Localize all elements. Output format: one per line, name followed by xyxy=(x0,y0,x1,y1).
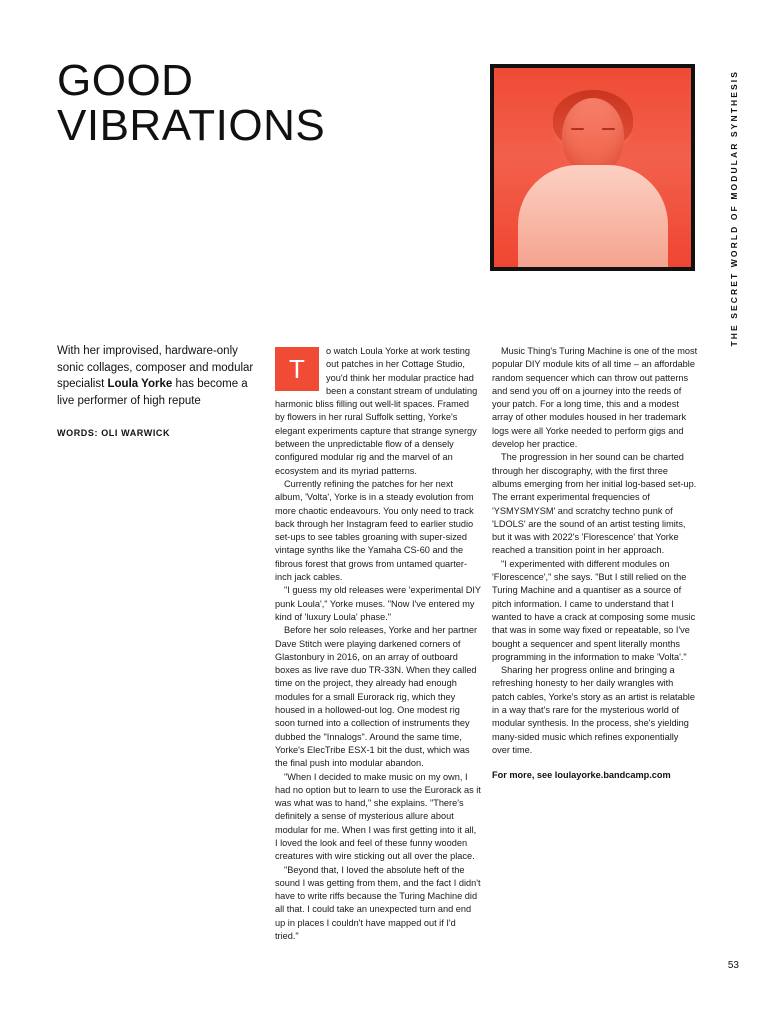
section-running-head: THE SECRET WORLD OF MODULAR SYNTHESIS xyxy=(729,70,739,347)
portrait-eye-left xyxy=(571,128,584,130)
paragraph: "Beyond that, I loved the absolute heft of the sound I was getting from them, and the fact I didn't have to write riffs because the Turing Machine did all that. I could take an unexpected turn and end up in places I couldn't have mapped out if I'd tried." xyxy=(275,864,481,942)
title-line-1: GOOD xyxy=(57,56,194,105)
portrait-body xyxy=(518,165,668,271)
byline: WORDS: OLI WARWICK xyxy=(57,428,171,438)
standfirst-artist-name: Loula Yorke xyxy=(107,378,173,390)
portrait-head xyxy=(562,98,624,174)
page-number: 53 xyxy=(727,960,739,971)
paragraph: Sharing her progress online and bringing a refreshing honesty to her daily wrangles with patch cables, Yorke's story as an artist is relatable in a way that's rare for the mysterious world of modular synthesis. In the process, she's yielding many-sided music which refines exponentially over time. xyxy=(492,665,695,755)
standfirst-post: has become a live performer of high repute xyxy=(57,378,248,407)
drop-cap: T xyxy=(275,347,319,391)
portrait-eye-right xyxy=(602,128,615,130)
standfirst-pre: With her improvised, hardware-only sonic collages, composer and modular specialist xyxy=(57,345,254,390)
body-column-middle xyxy=(275,345,481,943)
paragraph: "I guess my old releases were 'experimental DIY punk Loula'," Yorke muses. "Now I've entered my kind of 'luxury Loula' phase." xyxy=(275,585,481,622)
paragraph: "I experimented with different modules on 'Florescence'," she says. "But I still relied on the Turing Machine and a quantiser as a source of pitch information. I came to understand that I wanted to have a crack at composing some music that was in some way fixed or repeatable, so I've bought a sequencer and spent literally months programming in the information to make 'Volta'." xyxy=(492,558,696,662)
title-line-2: VIBRATIONS xyxy=(57,101,326,150)
page-title xyxy=(57,58,477,148)
artist-portrait xyxy=(490,64,695,271)
paragraph: "When I decided to make music on my own, I had no option but to learn to use the Eurorack as it was what was to hand," she explains. "There's definitely a sense of mysterious allure about modular for me. When I was first getting into it all, I loved the look and feel of these funny wooden creatures with wire sticking out all over the place. xyxy=(275,771,481,862)
paragraph: o watch Loula Yorke at work testing out patches in her Cottage Studio, you'd think her modular practice had been a constant stream of undulating harmonic bliss filling out well-lit spaces. Framed by flowers in her rural Suffolk setting, Yorke's elegant experiments capture that strange synergy between the unpredictable flow of a densely configured modular rig and the marvel of an ecosystem and its myriad patterns. xyxy=(275,346,478,476)
body-column-right xyxy=(492,345,698,783)
paragraph: The progression in her sound can be charted through her discography, with the first three albums emerging from her initial log-based set-up. The errant experimental frequencies of 'YSMYSMYSM' and scratchy techno punk of 'LDOLS' are the sound of an artist testing limits, but it was with 2022's 'Florescence' that Yorke reached a transition point in her approach. xyxy=(492,452,697,556)
paragraph: Before her solo releases, Yorke and her partner Dave Stitch were playing darkened corners of Glastonbury in 2016, on an array of outboard boxes as live rave duo TR-33N. When they called time on the project, they already had enough modules for a small Eurorack rig, which they housed in a hollowed-out log. One modest rig soon turned into a collection of instruments they dubbed the "Innalogs". Around the same time, Yorke's ElecTribe ESX-1 bit the dust, which was the final push into modular abandon. xyxy=(275,625,478,769)
paragraph: Currently refining the patches for her next album, 'Volta', Yorke is in a steady evolution from more chaotic endeavours. You only need to track back through her Instagram feed to earlier studio set-ups to see tables groaning with super-sized vintage synths like the Yamaha CS-60 and the fibrous forest that grows from untamed quarter-inch jack cables. xyxy=(275,478,474,583)
portrait-image xyxy=(494,68,691,267)
paragraph: Music Thing's Turing Machine is one of the most popular DIY module kits of all time – an affordable random sequencer which can throw out patterns and send you off on a journey into the reeds of your patch. For a long time, this and a modest array of other modules housed in her trademark logs were all Yorke needed to perform gigs and develop her practice. xyxy=(492,346,698,450)
more-info-link[interactable]: For more, see loulayorke.bandcamp.com xyxy=(492,770,671,781)
standfirst xyxy=(57,343,262,409)
